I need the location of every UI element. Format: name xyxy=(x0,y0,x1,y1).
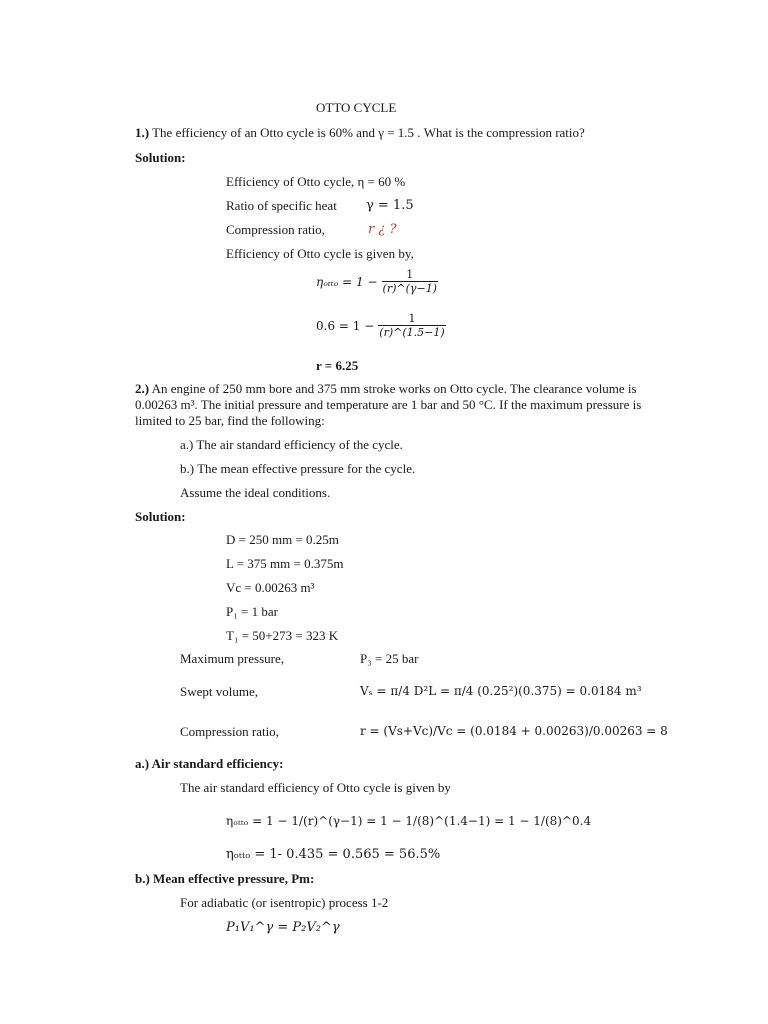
part-b-heading: b.) Mean effective pressure, Pm: xyxy=(135,871,315,886)
given-clearance-volume: Vc = 0.00263 m³ xyxy=(226,580,315,595)
given-efficiency: Efficiency of Otto cycle, η = 60 % xyxy=(226,174,406,189)
given-specific-heat-label: Ratio of specific heat xyxy=(226,198,337,213)
question-2-line-3: limited to 25 bar, find the following: xyxy=(135,413,325,428)
given-stroke: L = 375 mm = 0.375m xyxy=(226,556,344,571)
eq2-denominator: (r)^(1.5−1) xyxy=(379,326,445,339)
question-2-number: 2.) xyxy=(135,381,150,396)
question-1-text: The efficiency of an Otto cycle is 60% and γ = 1.5 . What is the compression ratio? xyxy=(152,125,585,140)
given-compression-value: r ¿ ? xyxy=(368,222,397,237)
efficiency-given-by: Efficiency of Otto cycle is given by, xyxy=(226,246,414,261)
eq1-fraction xyxy=(382,268,438,295)
max-pressure-label: Maximum pressure, xyxy=(180,651,284,666)
compression-ratio-equation xyxy=(360,716,668,746)
question-2-assume: Assume the ideal conditions. xyxy=(180,485,331,500)
given-initial-temperature: T₁ = 50+273 = 323 K xyxy=(226,628,339,643)
part-b-equation: P₁V₁^γ = P₂V₂^γ xyxy=(226,920,340,935)
eq1-denominator: (r)^(γ−1) xyxy=(382,282,437,295)
eq2-numerator: 1 xyxy=(408,312,416,325)
question-2-text-1: An engine of 250 mm bore and 375 mm stroke works on Otto cycle. The clearance volume is xyxy=(151,381,637,396)
given-initial-pressure: P₁ = 1 bar xyxy=(226,604,278,619)
compression-ratio-expression: r = (Vs+Vc)/Vc = (0.0184 + 0.00263)/0.00263 = 8 xyxy=(360,724,668,738)
page-title: OTTO CYCLE xyxy=(316,100,397,115)
question-1-number: 1.) xyxy=(135,125,150,140)
compression-ratio-label: Compression ratio, xyxy=(180,724,279,739)
question-2-part-b: b.) The mean effective pressure for the cycle. xyxy=(180,461,416,476)
swept-volume-expression: Vₛ = π/4 D²L = π/4 (0.25²)(0.375) = 0.0184 m³ xyxy=(360,684,642,698)
swept-volume-equation xyxy=(360,676,642,706)
given-compression-label: Compression ratio, xyxy=(226,222,325,237)
eq1-numerator: 1 xyxy=(406,268,414,281)
given-specific-heat-value: γ = 1.5 xyxy=(366,198,414,213)
question-1 xyxy=(135,125,585,141)
question-2-line-2: 0.00263 m³. The initial pressure and temperature are 1 bar and 50 °C. If the maximum pressure is xyxy=(135,397,642,412)
question-2-line-1 xyxy=(135,381,637,397)
part-a-result-text: ηₒₜₜₒ = 1- 0.435 = 0.565 = 56.5% xyxy=(226,847,441,862)
part-a-equation xyxy=(226,806,591,836)
part-a-result xyxy=(226,846,440,863)
solution-label-1: Solution: xyxy=(135,150,186,165)
part-a-expression: ηₒₜₜₒ = 1 − 1/(r)^(γ−1) = 1 − 1/(8)^(1.4−1) = 1 − 1/(8)^0.4 xyxy=(226,814,592,828)
eq2-fraction xyxy=(378,312,445,339)
part-a-text: The air standard efficiency of Otto cycle is given by xyxy=(180,780,451,795)
swept-volume-label: Swept volume, xyxy=(180,684,258,699)
eq2-lhs: 0.6 = 1 − xyxy=(316,318,375,333)
question-2-part-a: a.) The air standard efficiency of the cycle. xyxy=(180,437,403,452)
eq1-lhs: ηₒₜₜₒ = 1 − xyxy=(316,274,378,289)
solution-label-2: Solution: xyxy=(135,509,186,524)
max-pressure-value: P₃ = 25 bar xyxy=(360,651,419,666)
part-a-heading: a.) Air standard efficiency: xyxy=(135,756,284,771)
given-bore: D = 250 mm = 0.25m xyxy=(226,532,339,547)
equation-otto-efficiency xyxy=(316,268,440,295)
equation-substituted xyxy=(316,312,448,339)
part-b-text: For adiabatic (or isentropic) process 1-2 xyxy=(180,895,389,910)
answer-1: r = 6.25 xyxy=(316,358,359,373)
